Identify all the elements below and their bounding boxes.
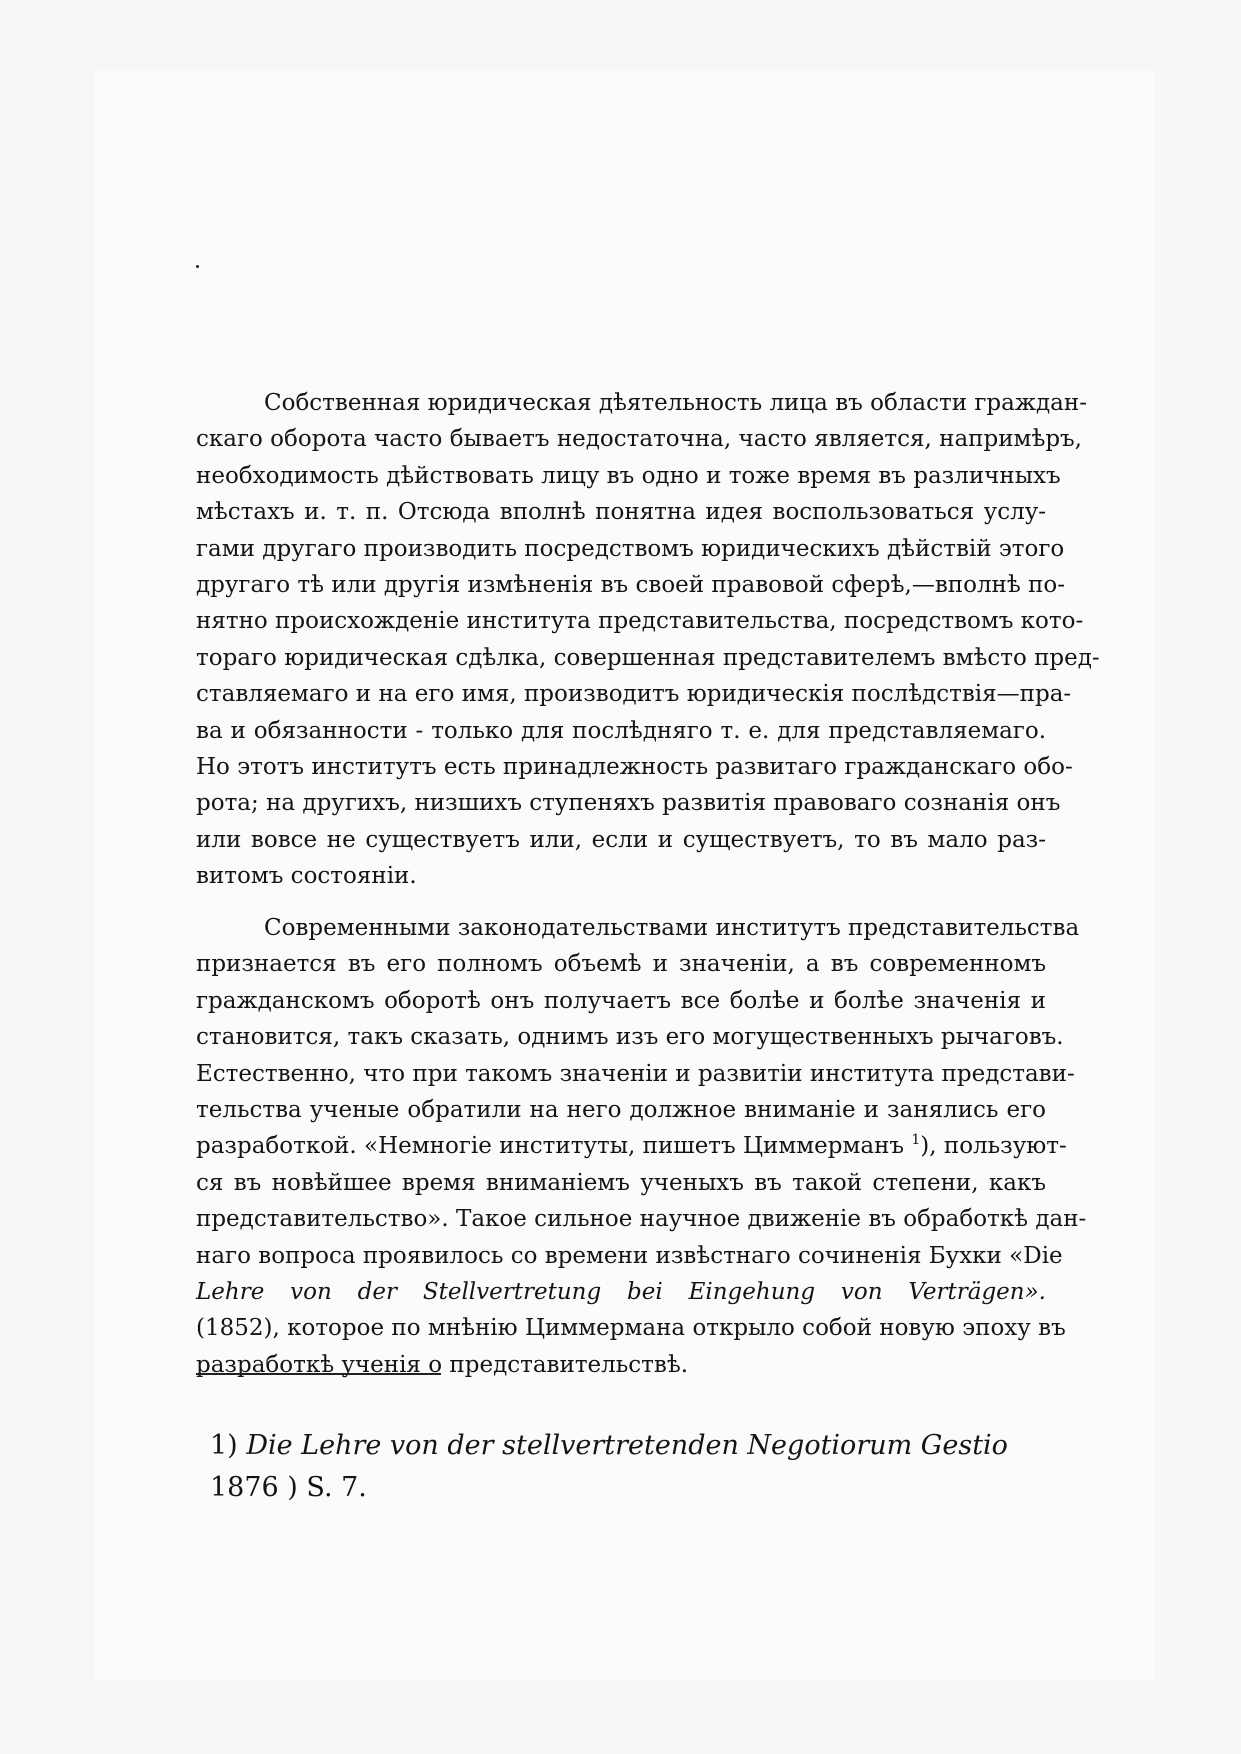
text-line: тораго юридическая сдѣлка, совершенная представителемъ вмѣсто пред-	[196, 644, 1100, 671]
text-line: Собственная юридическая дѣятельность лица въ области граждан-	[264, 390, 1087, 416]
text-line: тельства ученые обратили на него должное вниманіе и занялись его	[196, 1096, 1046, 1123]
footnote-divider	[196, 1373, 441, 1375]
text-line: ся въ новѣйшее время вниманіемъ ученыхъ въ такой степени, какъ	[196, 1169, 1046, 1196]
text-line: витомъ состояніи.	[196, 863, 417, 890]
paragraph-1	[196, 385, 1100, 894]
text-line: ставляемаго и на его имя, производитъ юридическія послѣдствія—пра-	[196, 681, 1072, 708]
text-line: ва и обязанности - только для послѣдняго т. е. для представляемаго.	[196, 717, 1046, 744]
text-segment: разработкой. «Немногіе институты, пишетъ Циммерманъ	[196, 1133, 905, 1160]
footnote	[210, 1425, 1060, 1509]
footnote-text: Die Lehre von der stellvertretenden Negotiorum Gestio	[246, 1430, 1008, 1461]
footnote-line: 1876 ) S. 7.	[210, 1472, 367, 1503]
text-line: Современными законодательствами институтъ представительства	[264, 915, 1080, 941]
text-line: нятно происхожденіе института представительства, посредствомъ кото-	[196, 608, 1084, 635]
text-line: мѣстахъ и. т. п. Отсюда вполнѣ понятна идея воспользоваться услу-	[196, 499, 1046, 526]
text-line: наго вопроса проявилось со времени извѣстнаго сочиненія Бухки «Die	[196, 1242, 1063, 1269]
footnote-reference[interactable]: 1	[911, 1132, 921, 1149]
text-line: необходимость дѣйствовать лицу въ одно и тоже время въ различныхъ	[196, 462, 1061, 489]
text-line: Но этотъ институтъ есть принадлежность развитаго гражданскаго обо-	[196, 753, 1073, 780]
text-line: становится, такъ сказать, однимъ изъ его могущественныхъ рычаговъ.	[196, 1024, 1064, 1051]
paragraph-2	[196, 910, 1087, 1383]
ink-speck	[196, 265, 199, 268]
text-line-with-footnote	[196, 1128, 1067, 1164]
text-segment: ), пользуют-	[920, 1133, 1067, 1160]
text-line: Естественно, что при такомъ значеніи и развитіи института представи-	[196, 1060, 1075, 1087]
text-line: другаго тѣ или другія измѣненія въ своей правовой сферѣ,—вполнѣ по-	[196, 571, 1066, 598]
text-line: разработкѣ ученія о представительствѣ.	[196, 1351, 689, 1378]
text-line: или вовсе не существуетъ или, если и существуетъ, то въ мало раз-	[196, 826, 1046, 853]
text-line: представительство». Такое сильное научное движеніе въ обработкѣ дан-	[196, 1206, 1087, 1233]
text-line: рота; на другихъ, низшихъ ступеняхъ развитія правоваго сознанія онъ	[196, 790, 1061, 817]
footnote-line	[210, 1425, 1060, 1467]
footnote-marker: 1)	[210, 1430, 238, 1461]
text-line: признается въ его полномъ объемѣ и значеніи, а въ современномъ	[196, 951, 1046, 978]
text-line-fraktur: Lehre von der Stellvertretung bei Eingehung von Verträgen».	[196, 1278, 1046, 1305]
text-line: гражданскомъ оборотѣ онъ получаетъ все болѣе и болѣе значенія и	[196, 987, 1046, 1014]
text-line: (1852), которое по мнѣнію Циммермана открыло собой новую эпоху въ	[196, 1315, 1066, 1342]
text-line: скаго оборота часто бываетъ недостаточна, часто является, напримѣръ,	[196, 426, 1082, 453]
text-line: гами другаго производить посредствомъ юридическихъ дѣйствій этого	[196, 535, 1065, 562]
